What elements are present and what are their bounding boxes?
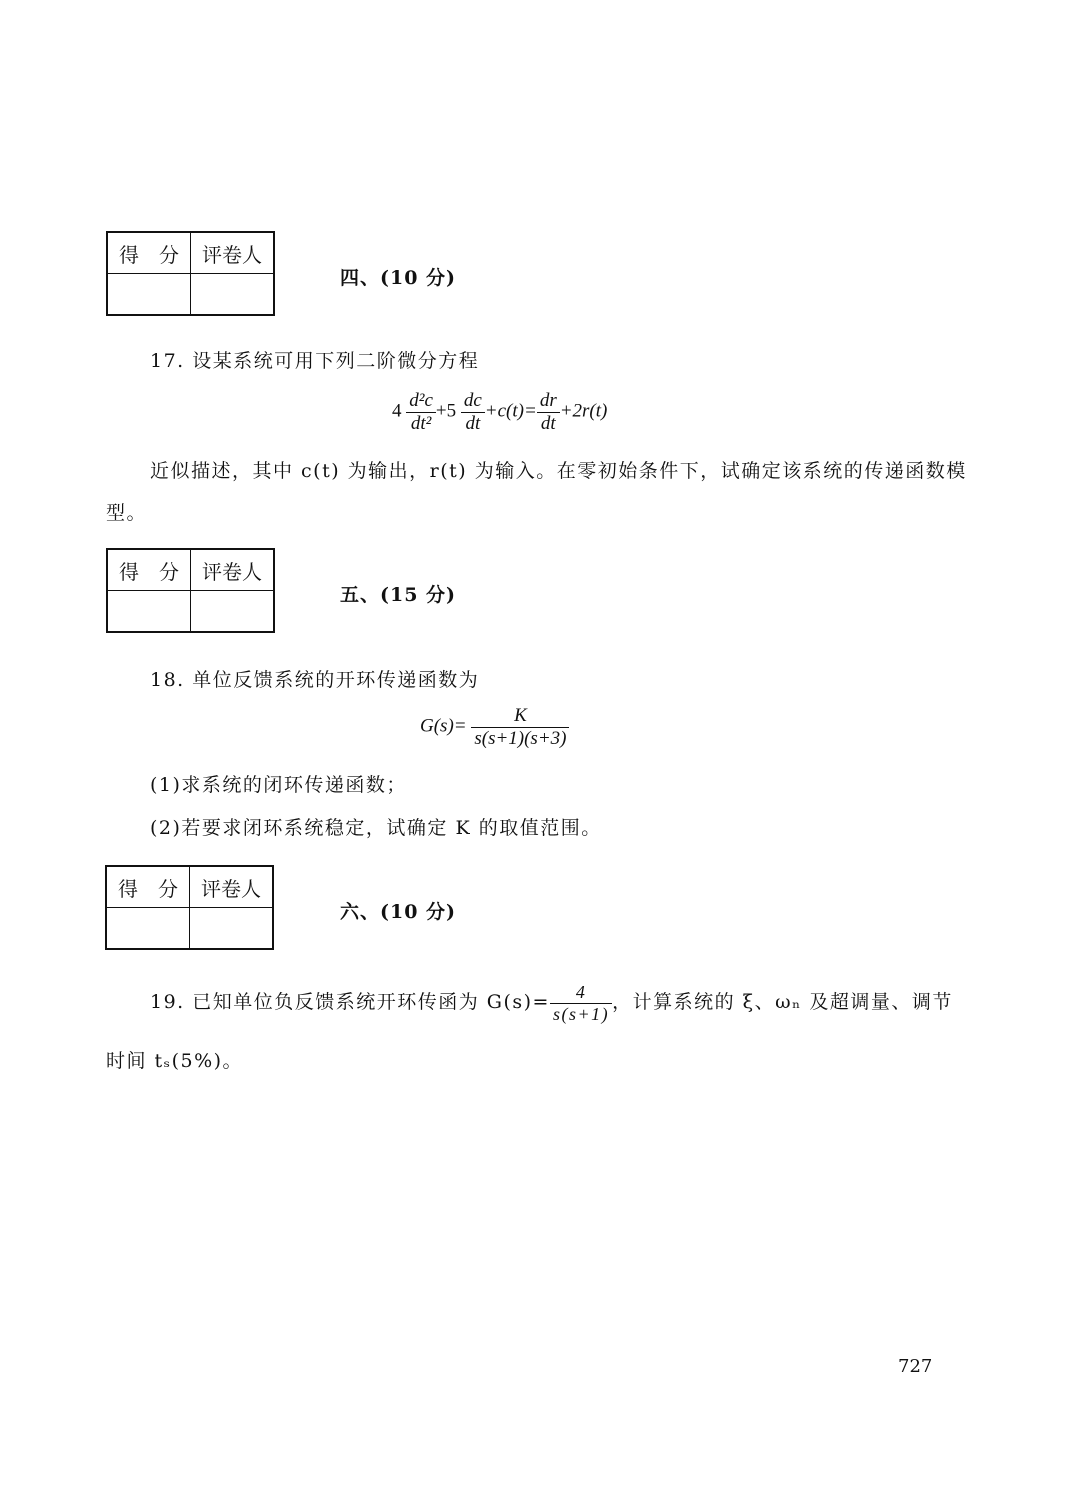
section-title-5: 五、(15 分): [340, 584, 457, 606]
grader-cell: [191, 274, 275, 316]
frac-num: 4: [550, 982, 612, 1004]
frac-den: dt²: [410, 412, 432, 434]
frac-num: d²c: [406, 390, 436, 413]
question-19-suffix: ，计算系统的 ξ、ωₙ 及超调量、调节: [612, 991, 953, 1014]
page-number: 727: [898, 1356, 933, 1377]
question-18-intro: 18. 单位反馈系统的开环传递函数为: [150, 669, 480, 691]
question-17-desc-line1: 近似描述，其中 c(t) 为输出，r(t) 为输入。在零初始条件下，试确定该系统的传递函数模: [150, 460, 967, 482]
grader-cell: [191, 591, 275, 633]
section-title-6: 六、(10 分): [340, 901, 457, 923]
question-17-equation: [392, 390, 607, 435]
score-cell: [106, 908, 190, 950]
eq-term: +c(t)=: [484, 400, 537, 422]
question-19-line1: [150, 982, 953, 1024]
frac-den: s(s+1): [552, 1003, 610, 1024]
grader-label: 评卷人: [191, 549, 275, 591]
eq-coef: 4: [392, 400, 402, 422]
score-cell: [107, 591, 191, 633]
grader-label: 评卷人: [190, 866, 274, 908]
score-label: 得 分: [107, 232, 191, 274]
eq-lhs: G(s)=: [420, 715, 467, 737]
frac-num: K: [471, 705, 569, 728]
eq-term: +5: [435, 400, 457, 422]
question-19-prefix: 19. 已知单位负反馈系统开环传函为 G(s)=: [150, 991, 550, 1014]
question-18-part2: (2)若要求闭环系统稳定，试确定 K 的取值范围。: [150, 817, 602, 839]
score-table-5: [106, 548, 275, 633]
score-label: 得 分: [106, 866, 190, 908]
frac-num: dr: [537, 390, 560, 413]
question-19-line2: 时间 tₛ(5%)。: [106, 1050, 244, 1072]
question-18-part1: (1)求系统的闭环传递函数；: [150, 774, 407, 796]
grader-cell: [190, 908, 274, 950]
score-cell: [107, 274, 191, 316]
question-17-intro: 17. 设某系统可用下列二阶微分方程: [150, 350, 480, 372]
score-table-6: [105, 865, 274, 950]
question-18-equation: [420, 705, 569, 750]
frac-den: dt: [465, 412, 481, 434]
score-label: 得 分: [107, 549, 191, 591]
question-17-desc-line2: 型。: [106, 502, 148, 524]
score-table-4: [106, 231, 275, 316]
frac-den: dt: [540, 412, 556, 434]
section-title-4: 四、(10 分): [340, 267, 457, 289]
frac-den: s(s+1)(s+3): [474, 727, 567, 749]
grader-label: 评卷人: [191, 232, 275, 274]
eq-term: +2r(t): [559, 400, 608, 422]
frac-num: dc: [461, 390, 485, 413]
